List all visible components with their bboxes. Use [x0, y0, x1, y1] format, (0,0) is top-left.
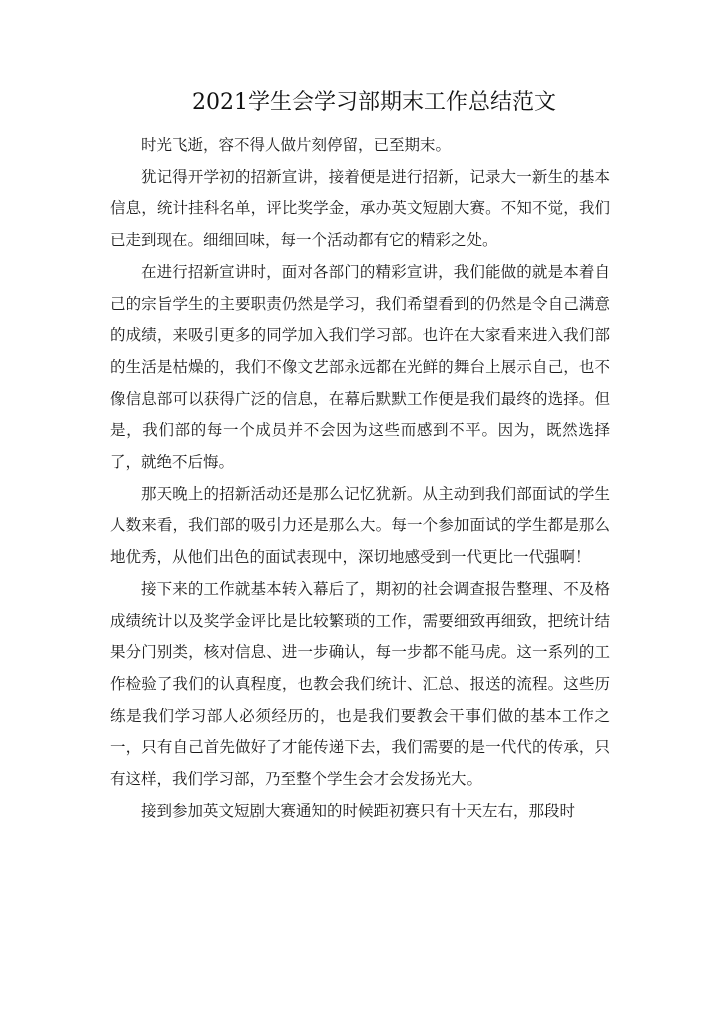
paragraph: 时光飞逝，容不得人做片刻停留，已至期末。: [141, 136, 452, 154]
paragraph: 在进行招新宣讲时，面对各部门的精彩宣讲，我们能做的就是本着自己的宗旨学生的主要职责仍然是学习，我们希望看到的仍然是令自己满意的成绩，来吸引更多的同学加入我们学习部。也许在大家看来进入我们部的生活是枯燥的，我们不像文艺部永远都在光鲜的舞台上展示自己，也不像信息部可以获得广泛的信息，在幕后默默工作便是我们最终的选择。但是，我们部的每一个成员并不会因为这些而感到不平。因为，既然选择了，就绝不后悔。: [110, 262, 610, 472]
document-body: [110, 130, 610, 827]
paragraph: 接下来的工作就基本转入幕后了，期初的社会调查报告整理、不及格成绩统计以及奖学金评比是比较繁琐的工作，需要细致再细致，把统计结果分门别类，核对信息、进一步确认，每一步都不能马虎。这一系列的工作检验了我们的认真程度，也教会我们统计、汇总、报送的流程。这些历练是我们学习部人必须经历的，也是我们要教会干事们做的基本工作之一，只有自己首先做好了才能传递下去，我们需要的是一代代的传承，只有这样，我们学习部，乃至整个学生会才会发扬光大。: [110, 579, 610, 789]
paragraph: 犹记得开学初的招新宣讲，接着便是进行招新，记录大一新生的基本信息，统计挂科名单，评比奖学金，承办英文短剧大赛。不知不觉，我们已走到现在。细细回味，每一个活动都有它的精彩之处。: [110, 167, 610, 250]
document-title: 2021学生会学习部期末工作总结范文: [192, 90, 556, 115]
paragraph: 那天晚上的招新活动还是那么记忆犹新。从主动到我们部面试的学生人数来看，我们部的吸引力还是那么大。每一个参加面试的学生都是那么地优秀，从他们出色的面试表现中，深切地感受到一代更比一代强啊！: [110, 484, 610, 567]
paragraph: 接到参加英文短剧大赛通知的时候距初赛只有十天左右，那段时: [141, 801, 576, 820]
